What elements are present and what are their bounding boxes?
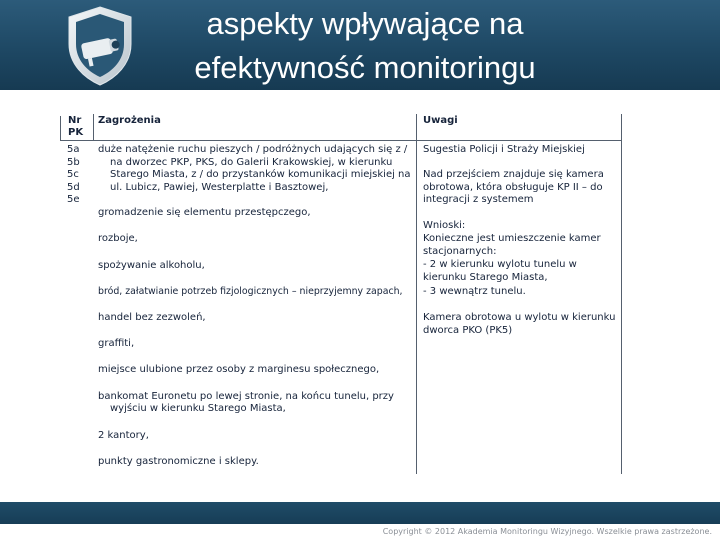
- nr-cell: 5c: [67, 169, 79, 180]
- threat-line: rozboje,: [98, 233, 138, 244]
- threat-line: miejsce ulubione przez osoby z marginesu społecznego,: [98, 364, 380, 375]
- title-line-2: efektywność monitoringu: [194, 50, 536, 85]
- threat-line: wyjściu w kierunku Starego Miasta,: [110, 403, 286, 414]
- threat-line: duże natężenie ruchu pieszych / podróżnych udających się z /: [98, 144, 408, 155]
- header-separator: [60, 140, 622, 141]
- column-divider-notes: [416, 114, 417, 474]
- threat-line: gromadzenie się elementu przestępczego,: [98, 207, 311, 218]
- table-right-border: [621, 114, 622, 474]
- threat-line: bankomat Euronetu po lewej stronie, na końcu tunelu, przy: [98, 391, 394, 402]
- note-line: stacjonarnych:: [423, 246, 497, 257]
- threat-line: Starego Miasta, z / do przystanków komunikacji miejskiej na: [110, 169, 411, 180]
- threat-line: spożywanie alkoholu,: [98, 260, 205, 271]
- nr-cell: 5d: [67, 182, 80, 193]
- header-threats: Zagrożenia: [98, 115, 161, 126]
- note-line: - 2 w kierunku wylotu tunelu w: [423, 259, 577, 270]
- note-line: Konieczne jest umieszczenie kamer: [423, 233, 601, 244]
- note-line: integracji z systemem: [423, 194, 534, 205]
- threat-line: graffiti,: [98, 338, 135, 349]
- threat-line: ul. Lubicz, Pawiej, Westerplatte i Basztowej,: [110, 182, 329, 193]
- note-line: dworca PKO (PK5): [423, 325, 513, 336]
- header-pk: PK: [68, 127, 84, 138]
- threat-line: handel bez zezwoleń,: [98, 312, 206, 323]
- copyright-notice: Copyright © 2012 Akademia Monitoringu Wizyjnego. Wszelkie prawa zastrzeżone.: [382, 527, 712, 536]
- note-line: Nad przejściem znajduje się kamera: [423, 169, 604, 180]
- note-line: Sugestia Policji i Straży Miejskiej: [423, 144, 585, 155]
- note-line: kierunku Starego Miasta,: [423, 272, 548, 283]
- note-line: Kamera obrotowa u wylotu w kierunku: [423, 312, 616, 323]
- nr-cell: 5e: [67, 194, 80, 205]
- nr-cell: 5a: [67, 144, 80, 155]
- threat-line: punkty gastronomiczne i sklepy.: [98, 456, 259, 467]
- table-left-border: [60, 116, 61, 140]
- nr-cell: 5b: [67, 157, 80, 168]
- note-line: Wnioski:: [423, 220, 466, 231]
- title-line-1: aspekty wpływające na: [206, 6, 524, 41]
- footer-bar: [0, 502, 720, 524]
- threat-line: 2 kantory,: [98, 430, 149, 441]
- threat-line: na dworzec PKP, PKS, do Galerii Krakowskiej, w kierunku: [110, 157, 393, 168]
- column-divider-threats: [93, 114, 94, 140]
- note-line: - 3 wewnątrz tunelu.: [423, 286, 526, 297]
- header-notes: Uwagi: [423, 115, 458, 126]
- threat-line: bród, załatwianie potrzeb fizjologicznych – nieprzyjemny zapach,: [98, 286, 403, 297]
- note-line: obrotowa, która obsługuje KP II – do: [423, 182, 603, 193]
- header-nr: Nr: [68, 115, 82, 126]
